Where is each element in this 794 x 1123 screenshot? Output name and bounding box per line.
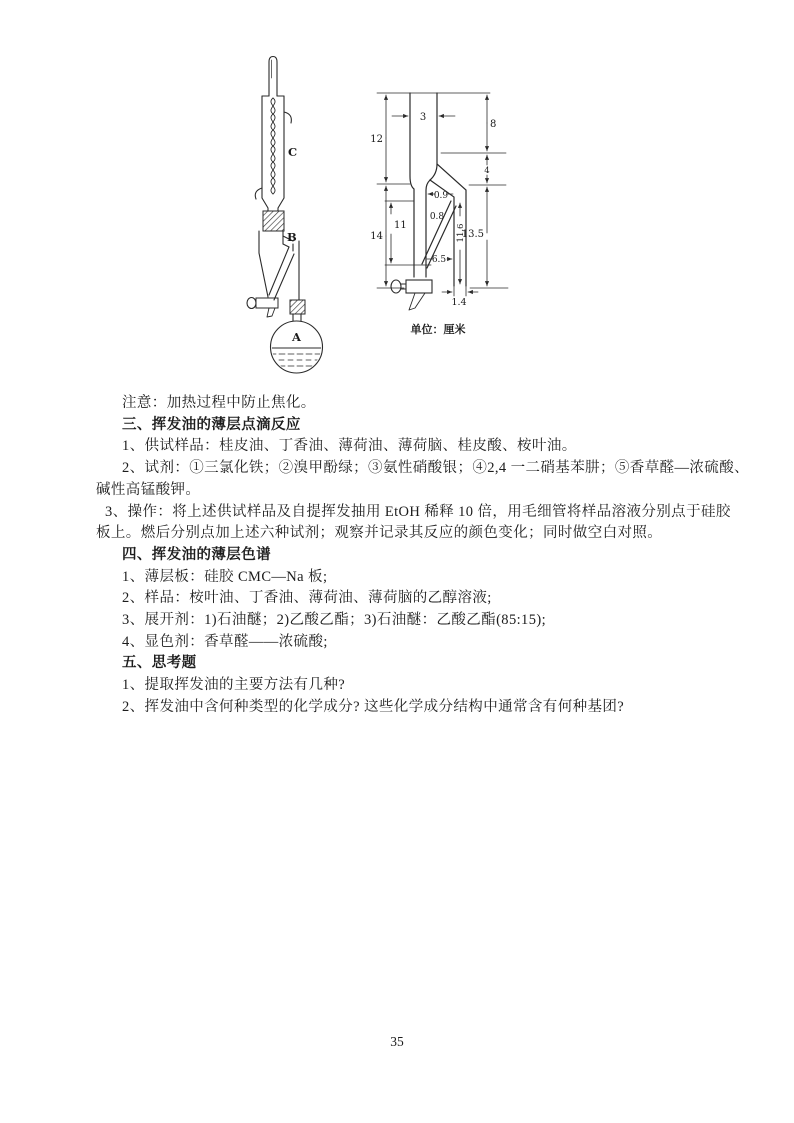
section-3-heading: 三、挥发油的薄层点滴反应 [122,416,301,433]
section-3-item-2: 2、试剂：①三氯化铁；②溴甲酚绿；③氨性硝酸银；④2,4 一二硝基苯肼；⑤香草醛—浓硫酸、 [122,460,749,477]
dim-left-lower: 14 [370,231,383,242]
body-text [96,393,749,719]
section-3-item-3-cont: 板上。燃后分别点加上述六种试剂；观察并记录其反应的颜色变化；同时做空白对照。 [96,525,663,542]
page-number: 35 [390,1034,404,1049]
label-flask: A [292,330,301,344]
section-3-item-1: 1、供试样品：桂皮油、丁香油、薄荷油、薄荷脑、桂皮酸、桉叶油。 [122,438,577,455]
section-4-item-3: 3、展开剂：1)石油醚；2)乙酸乙酯；3)石油醚：乙酸乙酯(85:15); [122,612,546,629]
dim-neck-bore: 0.9 [433,191,449,201]
flask-liquid [270,348,323,366]
section-4-heading: 四、挥发油的薄层色谱 [122,546,271,563]
label-condenser: C [288,145,298,159]
dim-side-tube-height: 11.6 [456,223,466,243]
note-line: 注意：加热过程中防止焦化。 [122,395,316,411]
section-4-item-2: 2、样品：桉叶油、丁香油、薄荷油、薄荷脑的乙醇溶液; [122,590,492,607]
dim-inner-height: 11 [394,220,407,231]
dim-right-mid: 4 [484,166,490,176]
ground-joint-upper [263,211,284,231]
condenser-side-arm-top [284,112,291,123]
ground-joint-lower [290,300,305,314]
return-side-tube [293,241,299,300]
section-5-item-2: 2、挥发油中含何种类型的化学成分? 这些化学成分结构中通常含有何种基团? [122,698,625,715]
return-diagonal-tube [269,247,294,300]
dim-left-upper: 12 [370,134,383,145]
dim-bottom-gap: 6.5 [431,255,447,265]
stopper-tube [269,57,277,89]
dim-return-bore: 0.8 [429,212,445,222]
section-5-item-1: 1、提取挥发油的主要方法有几种? [122,677,346,694]
dim-right-upper: 8 [490,119,497,130]
section-3-item-2-cont: 碱性高锰酸钾。 [96,481,201,498]
round-bottom-flask [271,321,323,373]
dimension-labels [370,112,496,336]
apparatus-figures [238,48,538,393]
dimensioned-apparatus-drawing [377,93,508,310]
dim-side-tube-width: 1.4 [451,297,467,308]
section-5-heading: 五、思考题 [122,655,197,672]
section-4-item-1: 1、薄层板：硅胶 CMC—Na 板; [122,568,328,585]
figure-unit-caption: 单位：厘米 [410,323,466,336]
stopcock-dimensioned [391,280,432,310]
section-4-item-4: 4、显色剂：香草醛——浓硫酸; [122,633,328,650]
extractor-apparatus-drawing [247,57,323,374]
dim-top-width: 3 [419,112,427,123]
section-3-item-3: 3、操作：将上述供试样品及自提挥发抽用 EtOH 稀释 10 倍，用毛细管将样品溶液分别点于硅胶 [105,503,731,520]
stopcock [247,298,278,318]
dim-right-lower: 13.5 [461,229,484,240]
condenser-outline [262,96,284,198]
condenser-side-arm-bottom [255,188,262,199]
label-body: B [287,230,297,244]
receiver-body [259,231,283,253]
